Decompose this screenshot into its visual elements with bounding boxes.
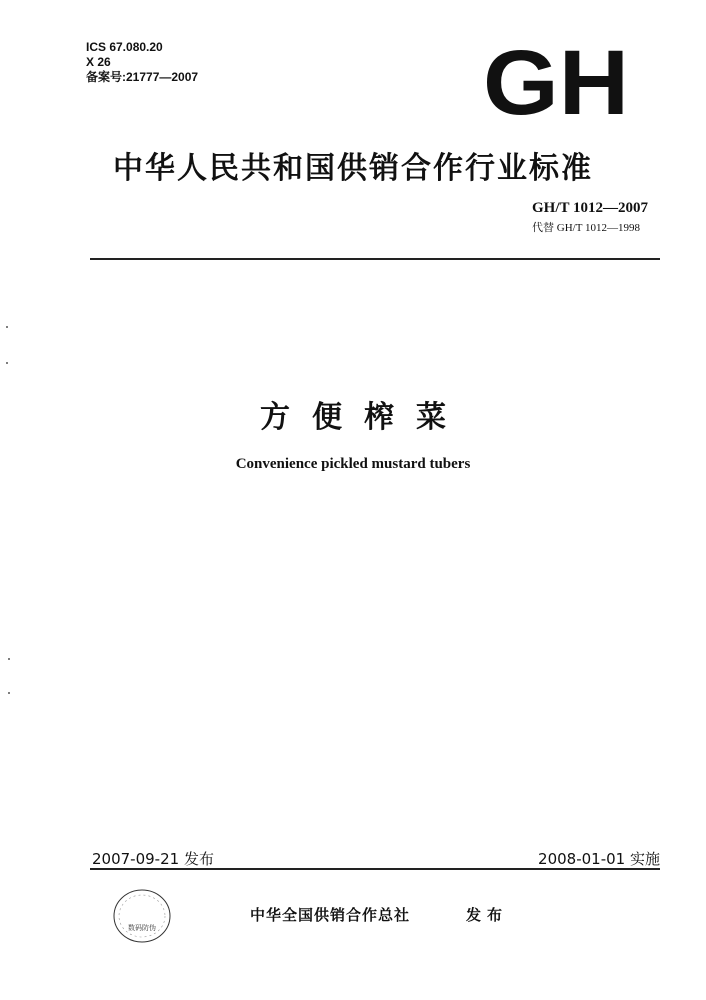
industry-standard-title: 中华人民共和国供销合作行业标准 (113, 151, 593, 186)
standard-code: GH/T 1012—2007 (532, 200, 648, 216)
replaces-standard: 代替 GH/T 1012—1998 (532, 222, 640, 234)
issue-date: 2007-09-21 发布 (92, 850, 214, 868)
effective-date: 2008-01-01 实施 (538, 850, 660, 868)
ics-code: ICS 67.080.20 (86, 40, 163, 54)
seal-text: 数码防伪 (128, 924, 156, 932)
ccs-code: X 26 (86, 55, 111, 69)
scan-speck (6, 362, 8, 364)
gh-logo-text: GH (483, 44, 629, 118)
scan-speck (6, 326, 8, 328)
header-divider (90, 258, 660, 260)
footer-divider (90, 868, 660, 870)
classification-block (86, 40, 198, 85)
standard-number-block (532, 200, 648, 235)
document-title-en: Convenience pickled mustard tubers (235, 456, 471, 472)
publish-label: 发布 (466, 906, 509, 924)
publisher-name: 中华全国供销合作总社 (250, 906, 411, 924)
scan-speck (8, 692, 10, 694)
document-title-cn: 方便榨菜 (260, 400, 468, 435)
gh-logo (483, 44, 629, 118)
anti-counterfeit-seal (112, 886, 172, 946)
record-number: 备案号:21777—2007 (86, 70, 199, 84)
scan-speck (8, 658, 10, 660)
